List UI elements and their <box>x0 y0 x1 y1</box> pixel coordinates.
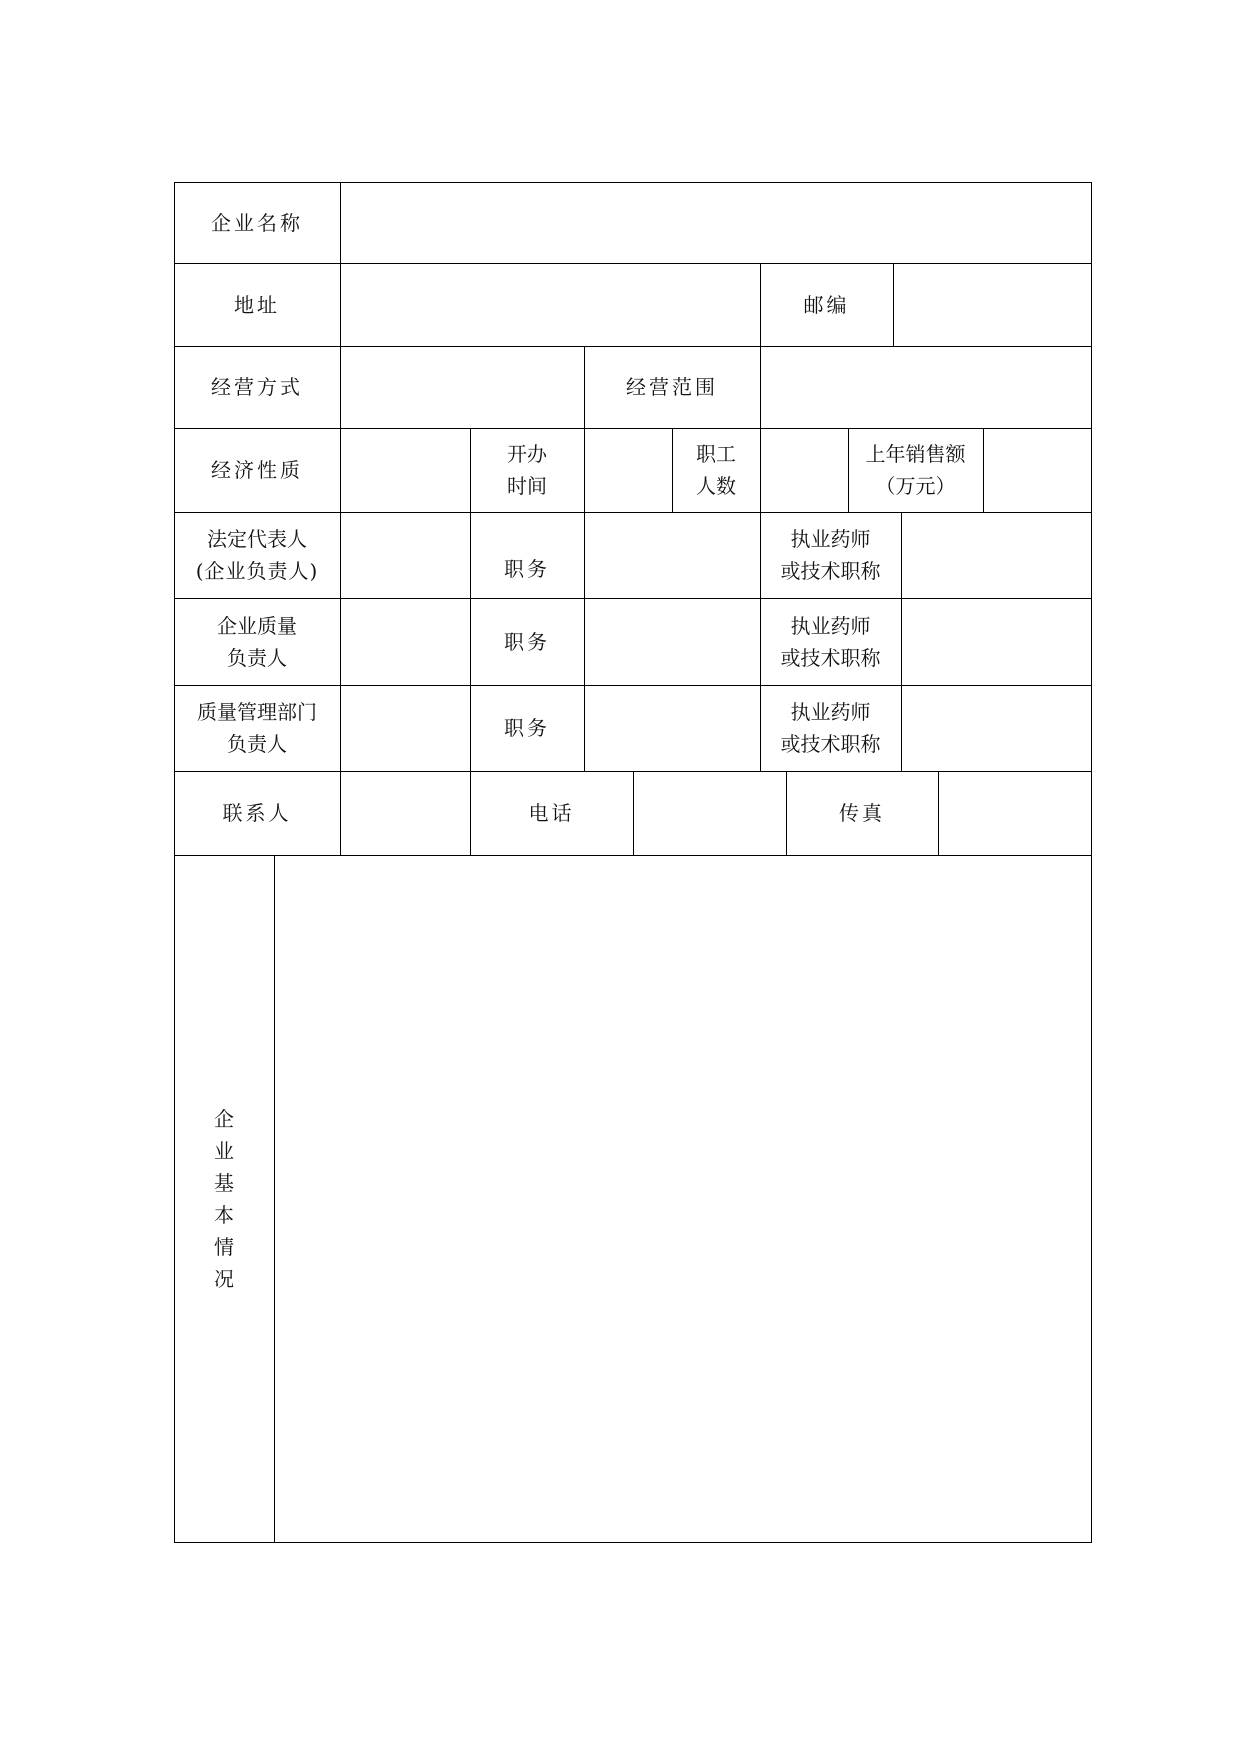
phone-label: 电话 <box>528 801 575 825</box>
founded-time-label <box>470 428 584 512</box>
legal-rep-position-label: 职务 <box>504 557 550 581</box>
quality-dept-lead-field[interactable] <box>341 686 470 771</box>
basic-info-char-1: 企 <box>214 1106 234 1131</box>
postcode-field[interactable] <box>894 264 1091 346</box>
staff-count-line2: 人数 <box>696 474 736 498</box>
fax-label: 传真 <box>839 801 885 825</box>
operation-mode-field[interactable] <box>341 347 584 428</box>
postcode-label: 邮编 <box>803 292 850 317</box>
quality-dept-title-label <box>760 685 901 771</box>
quality-dept-title-field[interactable] <box>902 686 1091 771</box>
last-year-sales-line1: 上年销售额 <box>865 442 966 466</box>
quality-dept-lead-line2: 负责人 <box>227 732 287 756</box>
company-name-field[interactable] <box>341 183 1091 263</box>
enterprise-info-form <box>174 182 1092 1542</box>
quality-lead-field[interactable] <box>341 599 470 685</box>
legal-rep-title-field[interactable] <box>902 513 1091 598</box>
legal-rep-line1: 法定代表人 <box>207 527 307 551</box>
fax-field[interactable] <box>939 772 1091 855</box>
quality-dept-title-line2: 或技术职称 <box>780 732 881 756</box>
last-year-sales-label <box>848 428 983 512</box>
last-year-sales-line2: （万元） <box>875 474 956 498</box>
quality-lead-title-field[interactable] <box>902 599 1091 685</box>
founded-time-line2: 时间 <box>507 474 547 498</box>
quality-lead-line1: 企业质量 <box>217 613 297 638</box>
quality-dept-lead-line1: 质量管理部门 <box>197 700 317 724</box>
quality-lead-label <box>174 598 340 685</box>
contact-field[interactable] <box>341 772 470 855</box>
quality-dept-position-field[interactable] <box>585 686 760 771</box>
operation-mode-label: 经营方式 <box>211 375 303 399</box>
legal-rep-title-line2: 或技术职称 <box>780 559 881 583</box>
company-name-label: 企业名称 <box>211 210 303 235</box>
staff-count-field[interactable] <box>761 429 848 512</box>
staff-count-label <box>672 428 760 512</box>
basic-info-char-3: 基 <box>214 1170 234 1195</box>
quality-lead-position-field[interactable] <box>585 599 760 685</box>
economic-nature-label: 经济性质 <box>211 458 303 482</box>
founded-time-field[interactable] <box>585 429 672 512</box>
quality-dept-position-label: 职务 <box>504 716 550 740</box>
basic-info-char-6: 况 <box>214 1266 234 1291</box>
address-label: 地址 <box>234 292 280 317</box>
legal-rep-position-field[interactable] <box>585 513 760 598</box>
legal-rep-label <box>174 512 340 598</box>
basic-info-char-5: 情 <box>214 1234 234 1259</box>
business-scope-label: 经营范围 <box>626 375 718 399</box>
founded-time-line1: 开办 <box>507 442 547 466</box>
quality-lead-title-label <box>760 598 901 685</box>
quality-lead-line2: 负责人 <box>227 645 287 670</box>
quality-dept-title-line1: 执业药师 <box>790 700 871 724</box>
economic-nature-field[interactable] <box>341 429 470 512</box>
address-field[interactable] <box>341 264 760 346</box>
legal-rep-title-line1: 执业药师 <box>790 527 871 551</box>
legal-rep-line2: (企业负责人) <box>195 559 319 583</box>
last-year-sales-field[interactable] <box>984 429 1091 512</box>
quality-lead-title-line2: 或技术职称 <box>780 645 881 670</box>
legal-rep-field[interactable] <box>341 513 470 598</box>
business-scope-field[interactable] <box>761 347 1091 428</box>
legal-rep-title-label <box>760 512 901 598</box>
basic-info-char-4: 本 <box>214 1202 234 1227</box>
quality-lead-title-line1: 执业药师 <box>790 613 871 638</box>
phone-field[interactable] <box>634 772 786 855</box>
quality-lead-position-label: 职务 <box>504 629 550 654</box>
staff-count-line1: 职工 <box>696 442 736 466</box>
basic-info-char-2: 业 <box>214 1138 234 1163</box>
basic-info-field[interactable] <box>275 856 1091 1542</box>
quality-dept-lead-label <box>174 685 340 771</box>
basic-info-label <box>174 855 274 1542</box>
contact-label: 联系人 <box>222 801 292 825</box>
